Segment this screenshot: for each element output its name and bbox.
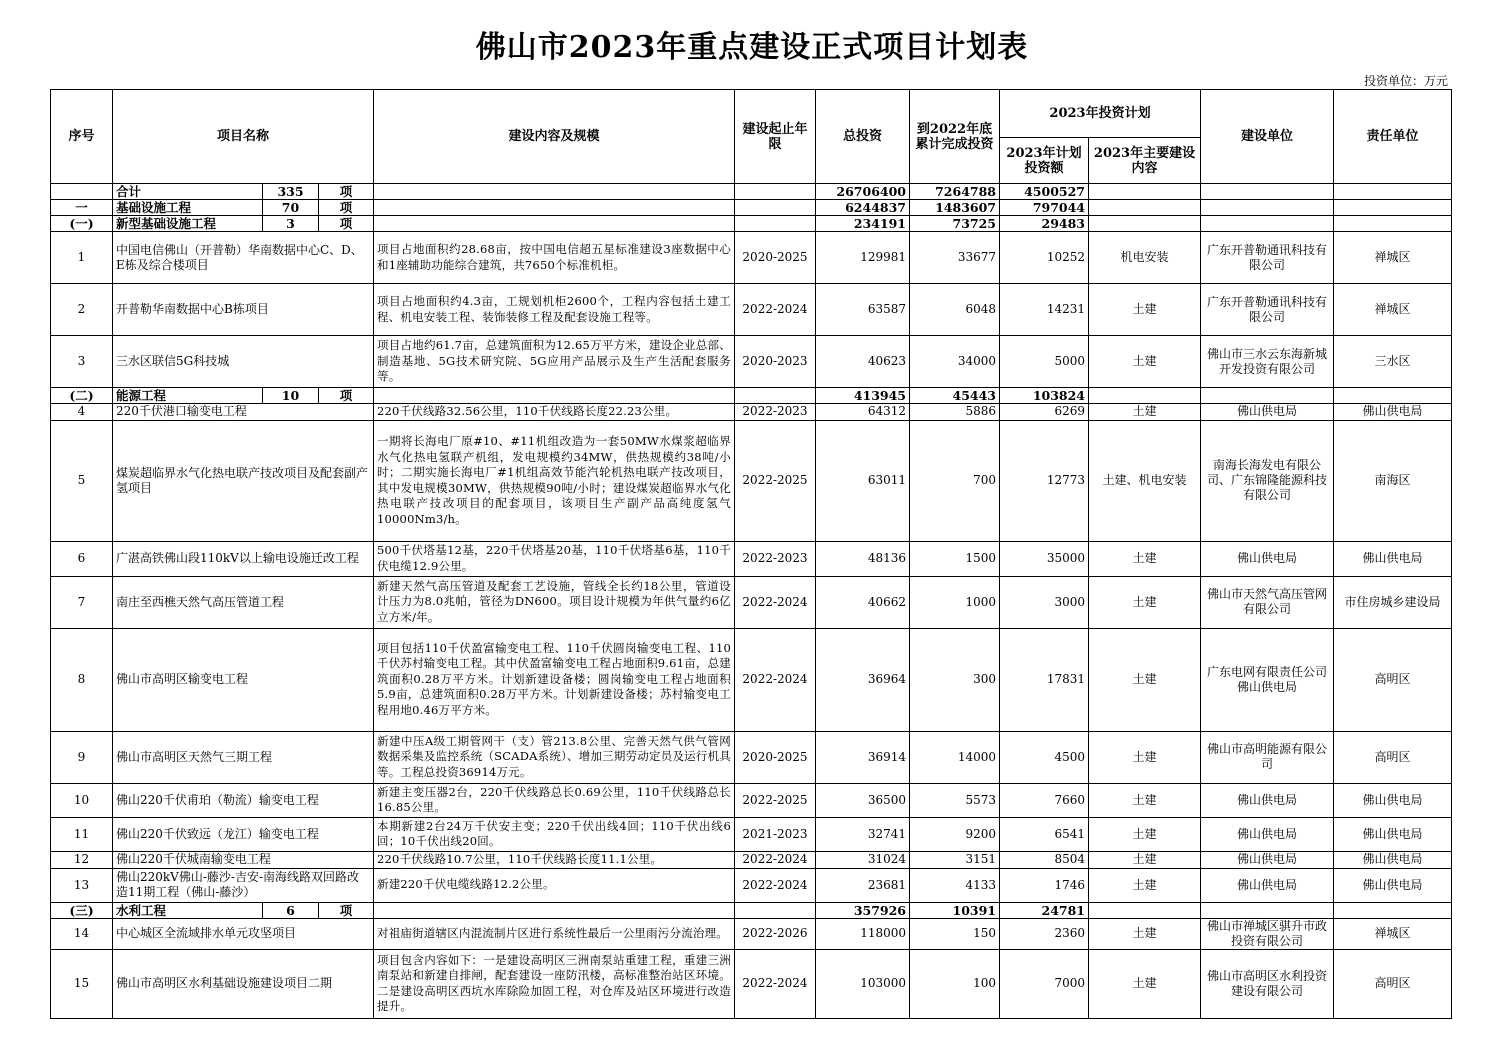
summary-plan: 29483: [1000, 216, 1089, 232]
row-content: 对祖庙街道辖区内混流制片区进行系统性最后一公里雨污分流治理。: [374, 918, 735, 949]
row-project-name: 中国电信佛山（开普勒）华南数据中心C、D、E栋及综合楼项目: [113, 232, 374, 284]
table-row: [51, 284, 1452, 336]
table-row: [51, 868, 1452, 902]
header-total: 总投资: [816, 90, 910, 184]
row-seq: 13: [51, 868, 113, 902]
summary-done: 73725: [910, 216, 1000, 232]
table-row: [51, 817, 1452, 851]
summary-name: 合计: [113, 184, 263, 200]
row-seq: 15: [51, 949, 113, 1018]
row-period: 2022-2024: [735, 284, 816, 336]
summary-seq: (三): [51, 902, 113, 918]
row-seq: 10: [51, 783, 113, 817]
row-period: 2020-2025: [735, 731, 816, 783]
row-builder: 佛山供电局: [1201, 783, 1334, 817]
row-period: 2022-2025: [735, 420, 816, 541]
row-project-name: 佛山220千伏城南输变电工程: [113, 851, 374, 868]
page-title: 佛山市2023年重点建设正式项目计划表: [475, 30, 1029, 65]
row-period: 2020-2023: [735, 336, 816, 388]
row-builder: 佛山供电局: [1201, 541, 1334, 576]
summary-total: 26706400: [816, 184, 910, 200]
row-builder: 佛山市天然气高压管网有限公司: [1201, 576, 1334, 628]
row-plan-content: 机电安装: [1089, 232, 1201, 284]
row-owner: 三水区: [1334, 336, 1452, 388]
row-plan-content: 土建: [1089, 576, 1201, 628]
summary-seq: [51, 184, 113, 200]
row-content: 项目占地面积约4.3亩，工规划机柜2600个，工程内容包括土建工程、机电安装工程、装饰装修工程及配套设施工程等。: [374, 284, 735, 336]
row-plan: 7660: [1000, 783, 1089, 817]
row-period: 2022-2024: [735, 949, 816, 1018]
row-plan-content: 土建: [1089, 731, 1201, 783]
header-builder: 建设单位: [1201, 90, 1334, 184]
table-row: [51, 783, 1452, 817]
row-owner: 市住房城乡建设局: [1334, 576, 1452, 628]
row-seq: 4: [51, 404, 113, 421]
row-period: 2022-2024: [735, 576, 816, 628]
table-row: [51, 541, 1452, 576]
row-owner: 高明区: [1334, 949, 1452, 1018]
row-done: 100: [910, 949, 1000, 1018]
summary-done: 10391: [910, 902, 1000, 918]
row-seq: 5: [51, 420, 113, 541]
row-project-name: 佛山220千伏致远（龙江）输变电工程: [113, 817, 374, 851]
row-seq: 12: [51, 851, 113, 868]
row-plan: 6269: [1000, 404, 1089, 421]
row-done: 150: [910, 918, 1000, 949]
row-project-name: 佛山市高明区天然气三期工程: [113, 731, 374, 783]
row-project-name: 佛山市高明区水利基础设施建设项目二期: [113, 949, 374, 1018]
row-done: 5886: [910, 404, 1000, 421]
row-done: 5573: [910, 783, 1000, 817]
row-builder: 广东开普勒通讯科技有限公司: [1201, 232, 1334, 284]
summary-unit: 项: [319, 388, 374, 404]
row-project-name: 佛山市高明区输变电工程: [113, 628, 374, 731]
row-total: 23681: [816, 868, 910, 902]
row-owner: 南海区: [1334, 420, 1452, 541]
row-builder: 佛山市高明区水利投资建设有限公司: [1201, 949, 1334, 1018]
summary-row-total: [51, 184, 1452, 200]
table-row: [51, 420, 1452, 541]
row-total: 63011: [816, 420, 910, 541]
summary-total: 234191: [816, 216, 910, 232]
row-project-name: 220千伏港口输变电工程: [113, 404, 374, 421]
row-done: 34000: [910, 336, 1000, 388]
row-seq: 14: [51, 918, 113, 949]
row-content: 项目包括110千伏盈富输变电工程、110千伏圆岗输变电工程、110千伏苏村输变电工程。其中伏盈富输变电工程占地面积9.61亩，总建筑面积0.28万平方米。计划新建设备楼；圆岗输变电工程占地面积5.9亩，总建筑面积0.28万平方米。计划新建设备楼；苏村输变电工程用地0.46万平方米。: [374, 628, 735, 731]
summary-name: 能源工程: [113, 388, 263, 404]
summary-done: 45443: [910, 388, 1000, 404]
row-total: 129981: [816, 232, 910, 284]
row-period: 2022-2026: [735, 918, 816, 949]
summary-count: 10: [263, 388, 319, 404]
row-owner: 佛山供电局: [1334, 783, 1452, 817]
row-plan: 35000: [1000, 541, 1089, 576]
table-row: [51, 576, 1452, 628]
row-plan-content: 土建: [1089, 404, 1201, 421]
row-period: 2022-2024: [735, 851, 816, 868]
summary-seq: (二): [51, 388, 113, 404]
header-content: 建设内容及规模: [374, 90, 735, 184]
table-row: [51, 628, 1452, 731]
row-owner: 佛山供电局: [1334, 868, 1452, 902]
table-row: [51, 851, 1452, 868]
summary-count: 3: [263, 216, 319, 232]
row-period: 2022-2025: [735, 783, 816, 817]
table-row: [51, 949, 1452, 1018]
row-total: 63587: [816, 284, 910, 336]
row-plan-content: 土建: [1089, 949, 1201, 1018]
row-builder: 广东开普勒通讯科技有限公司: [1201, 284, 1334, 336]
row-plan: 8504: [1000, 851, 1089, 868]
row-done: 3151: [910, 851, 1000, 868]
row-done: 1500: [910, 541, 1000, 576]
row-done: 300: [910, 628, 1000, 731]
summary-count: 70: [263, 200, 319, 216]
row-seq: 8: [51, 628, 113, 731]
summary-seq: 一: [51, 200, 113, 216]
table-row: [51, 404, 1452, 421]
row-content: 新建220千伏电缆线路12.2公里。: [374, 868, 735, 902]
summary-total: 413945: [816, 388, 910, 404]
summary-row-sub3: [51, 902, 1452, 918]
row-plan: 4500: [1000, 731, 1089, 783]
row-builder: 佛山供电局: [1201, 404, 1334, 421]
row-content: 一期将长海电厂原#10、#11机组改造为一套50MW水煤浆超临界水气化热电氢联产机组，发电规模约34MW，供热规模约38吨/小时；二期实施长海电厂#1机组高效节能汽轮机热电联产技改项目，其中发电规模30MW，供热规模90吨/小时；建设煤炭超临界水气化热电联产技改项目的配套项目，该项目生产副产品高纯度氢气10000Nm3/h。: [374, 420, 735, 541]
row-period: 2022-2023: [735, 541, 816, 576]
summary-unit: 项: [319, 184, 374, 200]
summary-done: 7264788: [910, 184, 1000, 200]
row-builder: 佛山市禅城区骐升市政投资有限公司: [1201, 918, 1334, 949]
summary-name: 新型基础设施工程: [113, 216, 263, 232]
summary-unit: 项: [319, 902, 374, 918]
row-builder: 佛山市三水云东海新城开发投资有限公司: [1201, 336, 1334, 388]
row-plan-content: 土建: [1089, 336, 1201, 388]
row-owner: 禅城区: [1334, 284, 1452, 336]
header-owner: 责任单位: [1334, 90, 1452, 184]
summary-count: 335: [263, 184, 319, 200]
row-builder: 广东电网有限责任公司佛山供电局: [1201, 628, 1334, 731]
row-done: 9200: [910, 817, 1000, 851]
row-plan: 7000: [1000, 949, 1089, 1018]
row-total: 36914: [816, 731, 910, 783]
row-total: 40662: [816, 576, 910, 628]
row-project-name: 南庄至西樵天然气高压管道工程: [113, 576, 374, 628]
row-content: 本期新建2台24万千伏安主变；220千伏出线4回；110千伏出线6回；10千伏出线20回。: [374, 817, 735, 851]
row-seq: 11: [51, 817, 113, 851]
summary-row-cat1: [51, 200, 1452, 216]
row-content: 项目包含内容如下：一是建设高明区三洲南泵站重建工程，重建三洲南泵站和新建自排闸，配套建设一座防汛楼，高标准整治站区环境。二是建设高明区西坑水库除险加固工程，对仓库及站区环境进行改造提升。: [374, 949, 735, 1018]
row-plan-content: 土建、机电安装: [1089, 420, 1201, 541]
row-plan: 1746: [1000, 868, 1089, 902]
row-done: 33677: [910, 232, 1000, 284]
row-builder: 佛山供电局: [1201, 868, 1334, 902]
summary-row-sub1: [51, 216, 1452, 232]
row-owner: 禅城区: [1334, 232, 1452, 284]
row-total: 64312: [816, 404, 910, 421]
row-plan-content: 土建: [1089, 284, 1201, 336]
row-period: 2021-2023: [735, 817, 816, 851]
summary-count: 6: [263, 902, 319, 918]
header-plan2023-amount: 2023年计划投资额: [1000, 138, 1089, 184]
row-plan-content: 土建: [1089, 817, 1201, 851]
project-table: [50, 89, 1452, 1019]
header-plan2023-content: 2023年主要建设内容: [1089, 138, 1201, 184]
summary-total: 6244837: [816, 200, 910, 216]
header-period: 建设起止年限: [735, 90, 816, 184]
row-plan: 17831: [1000, 628, 1089, 731]
header-done2022: 到2022年底累计完成投资: [910, 90, 1000, 184]
row-owner: 高明区: [1334, 628, 1452, 731]
row-project-name: 佛山220千伏甫珀（勒流）输变电工程: [113, 783, 374, 817]
row-done: 4133: [910, 868, 1000, 902]
row-content: 新建主变压器2台，220千伏线路总长0.69公里，110千伏线路总长16.85公里。: [374, 783, 735, 817]
row-plan-content: 土建: [1089, 868, 1201, 902]
table-row: [51, 731, 1452, 783]
row-builder: 佛山供电局: [1201, 817, 1334, 851]
table-row: [51, 232, 1452, 284]
row-content: 新建中压A级工期管网干（支）管213.8公里、完善天然气供气管网数据采集及监控系统（SCADA系统）、增加三期劳动定员及运行机具等。工程总投资36914万元。: [374, 731, 735, 783]
row-content: 500千伏塔基12基，220千伏塔基20基，110千伏塔基6基，110千伏电缆12.9公里。: [374, 541, 735, 576]
header-seq: 序号: [51, 90, 113, 184]
row-total: 48136: [816, 541, 910, 576]
row-content: 220千伏线路10.7公里，110千伏线路长度11.1公里。: [374, 851, 735, 868]
row-content: 项目占地面积约28.68亩，按中国电信超五星标准建设3座数据中心和1座辅助功能综合建筑，共7650个标准机柜。: [374, 232, 735, 284]
row-plan-content: 土建: [1089, 918, 1201, 949]
row-project-name: 三水区联信5G科技城: [113, 336, 374, 388]
summary-name: 水利工程: [113, 902, 263, 918]
row-project-name: 中心城区全流域排水单元攻坚项目: [113, 918, 374, 949]
row-owner: 高明区: [1334, 731, 1452, 783]
header-plan2023-group: 2023年投资计划: [1000, 90, 1201, 138]
row-period: 2022-2024: [735, 868, 816, 902]
summary-plan: 103824: [1000, 388, 1089, 404]
row-period: 2022-2023: [735, 404, 816, 421]
row-done: 700: [910, 420, 1000, 541]
row-plan-content: 土建: [1089, 783, 1201, 817]
table-row: [51, 918, 1452, 949]
summary-plan: 24781: [1000, 902, 1089, 918]
row-plan-content: 土建: [1089, 628, 1201, 731]
row-seq: 2: [51, 284, 113, 336]
summary-plan: 4500527: [1000, 184, 1089, 200]
row-total: 103000: [816, 949, 910, 1018]
row-project-name: 广湛高铁佛山段110kV以上输电设施迁改工程: [113, 541, 374, 576]
row-total: 40623: [816, 336, 910, 388]
summary-row-sub2: [51, 388, 1452, 404]
row-seq: 7: [51, 576, 113, 628]
row-seq: 6: [51, 541, 113, 576]
row-plan: 12773: [1000, 420, 1089, 541]
summary-name: 基础设施工程: [113, 200, 263, 216]
row-plan: 3000: [1000, 576, 1089, 628]
row-plan: 10252: [1000, 232, 1089, 284]
summary-unit: 项: [319, 200, 374, 216]
summary-seq: (一): [51, 216, 113, 232]
row-owner: 佛山供电局: [1334, 541, 1452, 576]
row-plan: 6541: [1000, 817, 1089, 851]
row-total: 36500: [816, 783, 910, 817]
row-seq: 9: [51, 731, 113, 783]
header-name: 项目名称: [113, 90, 374, 184]
row-owner: 佛山供电局: [1334, 851, 1452, 868]
row-total: 36964: [816, 628, 910, 731]
row-content: 项目占地约61.7亩，总建筑面积为12.65万平方米，建设企业总部、制造基地、5G技术研究院、5G应用产品展示及生产生活配套服务等。: [374, 336, 735, 388]
row-plan: 14231: [1000, 284, 1089, 336]
row-plan: 2360: [1000, 918, 1089, 949]
row-owner: 佛山供电局: [1334, 817, 1452, 851]
row-period: 2022-2024: [735, 628, 816, 731]
row-total: 32741: [816, 817, 910, 851]
row-period: 2020-2025: [735, 232, 816, 284]
row-seq: 1: [51, 232, 113, 284]
row-plan-content: 土建: [1089, 851, 1201, 868]
row-content: 220千伏线路32.56公里，110千伏线路长度22.23公里。: [374, 404, 735, 421]
table-row: [51, 336, 1452, 388]
row-plan-content: 土建: [1089, 541, 1201, 576]
row-done: 6048: [910, 284, 1000, 336]
summary-plan: 797044: [1000, 200, 1089, 216]
summary-unit: 项: [319, 216, 374, 232]
row-plan: 5000: [1000, 336, 1089, 388]
row-done: 1000: [910, 576, 1000, 628]
row-project-name: 佛山220kV佛山-藤沙-吉安-南海线路双回路改造11期工程（佛山-藤沙）: [113, 868, 374, 902]
row-project-name: 煤炭超临界水气化热电联产技改项目及配套副产氢项目: [113, 420, 374, 541]
row-builder: 南海长海发电有限公司、广东锦隆能源科技有限公司: [1201, 420, 1334, 541]
row-total: 118000: [816, 918, 910, 949]
row-content: 新建天然气高压管道及配套工艺设施，管线全长约18公里，管道设计压力为8.0兆帕，管径为DN600。项目设计规模为年供气量约6亿立方米/年。: [374, 576, 735, 628]
unit-note: 投资单位：万元: [1363, 74, 1448, 88]
row-owner: 佛山供电局: [1334, 404, 1452, 421]
summary-done: 1483607: [910, 200, 1000, 216]
row-seq: 3: [51, 336, 113, 388]
row-done: 14000: [910, 731, 1000, 783]
row-total: 31024: [816, 851, 910, 868]
summary-total: 357926: [816, 902, 910, 918]
row-builder: 佛山供电局: [1201, 851, 1334, 868]
row-builder: 佛山市高明能源有限公司: [1201, 731, 1334, 783]
row-owner: 禅城区: [1334, 918, 1452, 949]
row-project-name: 开普勒华南数据中心B栋项目: [113, 284, 374, 336]
